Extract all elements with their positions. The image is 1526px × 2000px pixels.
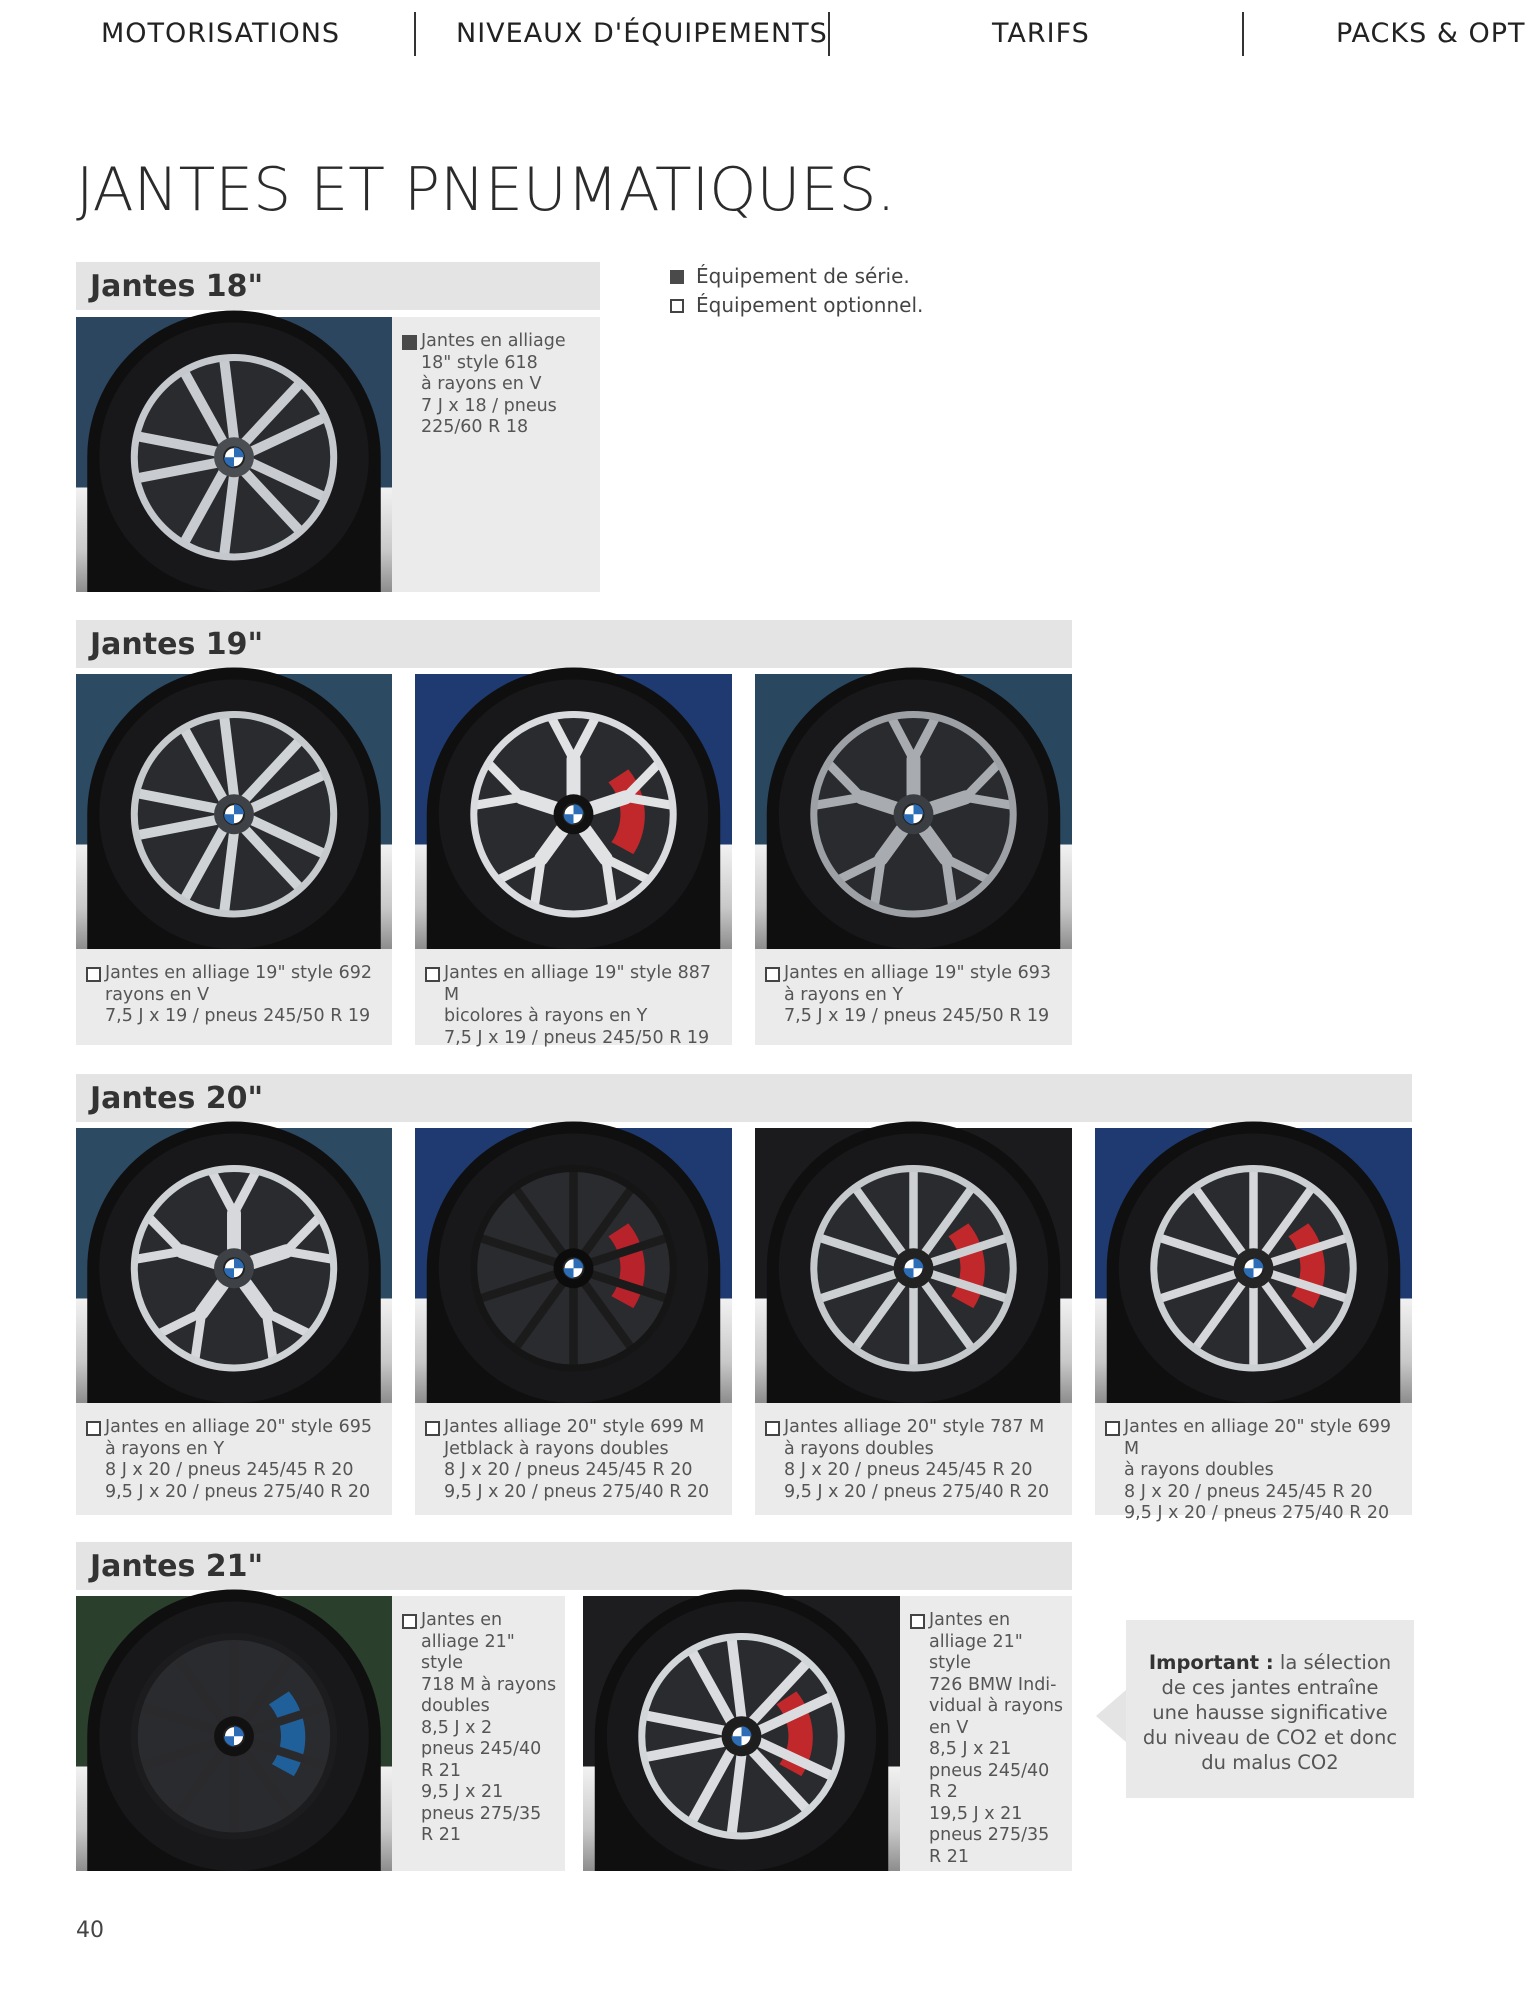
wheel-caption [76,949,392,1045]
top-navigation [0,0,1526,70]
empty-square-icon [670,299,684,313]
section-header-18 [76,262,600,310]
legend-standard: Équipement de série. [696,264,910,288]
wheel-photo-21-726-individual [583,1596,900,1871]
optional-square-icon [425,1421,440,1436]
section-title: Jantes 19" [90,627,264,662]
wheel-caption [900,1596,1072,1871]
wheel-caption [415,1403,732,1515]
wheel-description: Jantes alliage 20" style 787 M à rayons doubles 8 J x 20 / pneus 245/45 R 20 9,5 J x 20 / pneus 275/40 R 20 [784,1417,1050,1502]
section-header-20 [76,1074,1412,1122]
wheel-photo-19-887m [415,674,732,949]
nav-item-packs[interactable]: PACKS & OPT [1336,18,1526,49]
important-note [1126,1620,1414,1798]
optional-square-icon [1105,1421,1120,1436]
nav-separator [1242,12,1244,56]
wheel-photo-20-787m [755,1128,1072,1403]
wheel-description: Jantes en alliage 20" style 695 à rayons en Y 8 J x 20 / pneus 245/45 R 20 9,5 J x 20 / pneus 275/40 R 20 [105,1417,372,1502]
legend-optional: Équipement optionnel. [696,293,924,317]
wheel-caption [1095,1403,1412,1523]
wheel-description: Jantes alliage 20" style 699 M Jetblack à rayons doubles 8 J x 20 / pneus 245/45 R 20 9,5 J x 20 / pneus 275/40 R 20 [444,1417,710,1502]
wheel-description: Jantes en alliage 21" style 718 M à rayons doubles 8,5 J x 2 pneus 245/40 R 21 9,5 J x 21 pneus 275/35 R 21 [421,1610,557,1845]
standard-square-icon [402,335,417,350]
page-title: JANTES ET PNEUMATIQUES. [76,155,896,225]
wheel-description: Jantes en alliage 19" style 887 M bicolores à rayons en Y 7,5 J x 19 / pneus 245/50 R 19 [444,963,711,1048]
optional-square-icon [425,967,440,982]
nav-separator [414,12,416,56]
wheel-caption [755,1403,1072,1515]
note-text: la sélection de ces jantes entraîne une hausse significative du niveau de CO2 et donc du malus CO2 [1142,1651,1398,1774]
wheel-description: Jantes en alliage 20" style 699 M à rayons doubles 8 J x 20 / pneus 245/45 R 20 9,5 J x 20 / pneus 275/40 R 20 [1124,1417,1391,1523]
section-title: Jantes 21" [90,1549,264,1584]
nav-item-tarifs[interactable]: TARIFS [992,18,1090,49]
section-header-21 [76,1542,1072,1590]
wheel-photo-20-699m [1095,1128,1412,1403]
filled-square-icon [670,270,684,284]
note-label: Important : [1148,1651,1274,1674]
wheel-photo-21-718m [76,1596,392,1871]
wheel-caption [392,1596,565,1871]
optional-square-icon [765,967,780,982]
wheel-description: Jantes en alliage 19" style 692 rayons en V 7,5 J x 19 / pneus 245/50 R 19 [105,963,372,1026]
note-arrow [1096,1690,1126,1742]
wheel-caption [392,317,600,592]
nav-separator [828,12,830,56]
wheel-photo-19-693 [755,674,1072,949]
wheel-photo-19-692 [76,674,392,949]
optional-square-icon [765,1421,780,1436]
section-title: Jantes 18" [90,269,264,304]
nav-item-niveaux[interactable]: NIVEAUX D'ÉQUIPEMENTS [456,18,828,49]
wheel-description: Jantes en alliage 18" style 618 à rayons en V 7 J x 18 / pneus 225/60 R 18 [421,331,566,437]
wheel-caption [76,1403,392,1515]
nav-item-motorisations[interactable]: MOTORISATIONS [101,18,341,49]
wheel-description: Jantes en alliage 21" style 726 BMW Indi- vidual à rayons en V 8,5 J x 21 pneus 245/40 R 2 19,5 J x 21 pneus 275/35 R 21 [929,1610,1064,1867]
wheel-caption [755,949,1072,1045]
optional-square-icon [86,967,101,982]
legend [670,262,923,320]
section-title: Jantes 20" [90,1081,264,1116]
page-number: 40 [76,1918,104,1943]
wheel-photo-18-618 [76,317,392,592]
wheel-caption [415,949,732,1048]
wheel-photo-20-699m-jetblack [415,1128,732,1403]
optional-square-icon [86,1421,101,1436]
optional-square-icon [402,1614,417,1629]
section-header-19 [76,620,1072,668]
wheel-description: Jantes en alliage 19" style 693 à rayons en Y 7,5 J x 19 / pneus 245/50 R 19 [784,963,1051,1026]
wheel-photo-20-695 [76,1128,392,1403]
optional-square-icon [910,1614,925,1629]
